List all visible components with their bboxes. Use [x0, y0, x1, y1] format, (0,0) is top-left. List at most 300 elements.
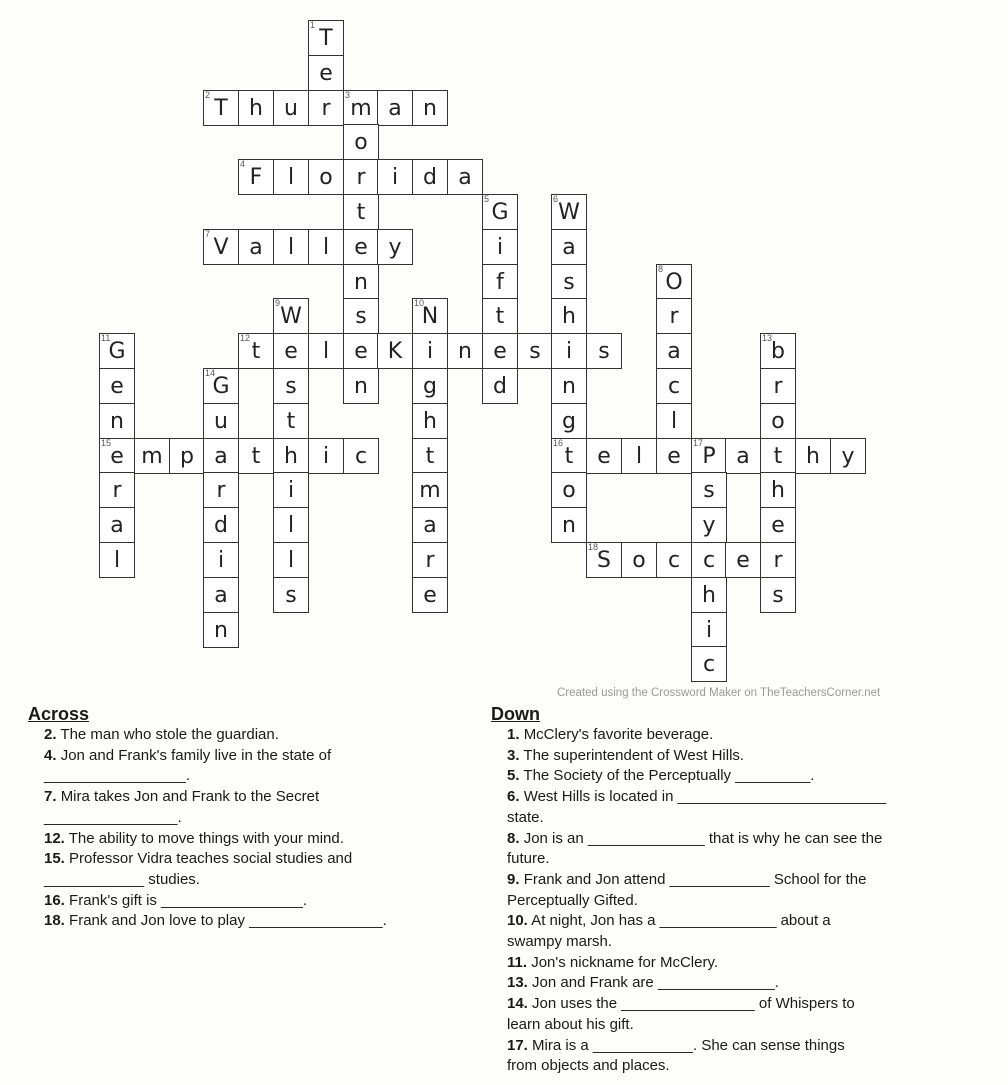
clue-line	[507, 973, 991, 994]
grid-cell[interactable]	[134, 438, 170, 474]
credit-text: Created using the Crossword Maker on TheTeachersCorner.net	[557, 687, 881, 699]
cell-letter: a	[214, 444, 228, 469]
grid-cell[interactable]	[308, 438, 344, 474]
grid-cell[interactable]	[308, 229, 344, 265]
clue-text: swampy marsh.	[507, 933, 613, 951]
cell-letter: a	[667, 339, 681, 364]
grid-cell[interactable]	[725, 542, 761, 578]
grid-cell[interactable]	[203, 90, 239, 126]
grid-cell[interactable]	[273, 159, 309, 195]
grid-cell[interactable]	[795, 438, 831, 474]
grid-cell[interactable]	[273, 472, 309, 508]
clue-number: 18	[588, 542, 599, 552]
cell-letter: g	[423, 374, 437, 399]
grid-cell[interactable]	[586, 542, 622, 578]
clue-number: 13	[762, 333, 773, 343]
cell-letter: t	[495, 304, 505, 329]
grid-cell[interactable]	[551, 472, 587, 508]
cell-letter: h	[702, 583, 716, 608]
grid-cell[interactable]	[203, 368, 239, 404]
grid-cell[interactable]	[273, 403, 309, 439]
grid-cell[interactable]	[99, 368, 135, 404]
grid-cell[interactable]	[412, 298, 448, 334]
cell-letter: s	[355, 304, 367, 329]
clue-number: 14	[205, 368, 216, 378]
grid-cell[interactable]	[238, 229, 274, 265]
clue-text: The ability to move things with your mind.	[68, 829, 344, 847]
grid-cell[interactable]	[273, 542, 309, 578]
cell-letter: W	[280, 304, 302, 329]
grid-cell[interactable]	[273, 438, 309, 474]
clue-number-label: 10.	[507, 912, 528, 930]
clue-text: Jon is an ______________ that is why he can see the	[523, 829, 883, 847]
grid-cell[interactable]	[551, 194, 587, 230]
grid-cell[interactable]	[760, 333, 796, 369]
cell-letter: i	[705, 618, 713, 643]
cell-letter: e	[110, 374, 124, 399]
cell-letter: e	[284, 339, 298, 364]
clue-text: state.	[507, 808, 544, 826]
cell-letter: c	[354, 444, 368, 469]
grid-cell[interactable]	[656, 403, 692, 439]
clue-number: 16	[553, 438, 564, 448]
clue-number: 10	[414, 298, 425, 308]
grid-cell[interactable]	[377, 229, 413, 265]
grid-cell[interactable]	[377, 90, 413, 126]
grid-cell[interactable]	[412, 507, 448, 543]
cell-letter: i	[496, 235, 504, 260]
clue-number: 5	[484, 194, 490, 204]
grid-cell[interactable]	[551, 229, 587, 265]
cell-letter: l	[287, 548, 295, 573]
grid-cell[interactable]	[412, 438, 448, 474]
cell-letter: l	[670, 409, 678, 434]
grid-cell[interactable]	[517, 333, 553, 369]
grid-cell[interactable]	[482, 298, 518, 334]
clue-number-label: 2.	[44, 726, 57, 743]
grid-cell[interactable]	[760, 507, 796, 543]
cell-letter: y	[388, 235, 402, 260]
grid-cell[interactable]	[760, 438, 796, 474]
clue-text: learn about his gift.	[507, 1015, 634, 1033]
cell-letter: s	[598, 339, 610, 364]
grid-cell[interactable]	[830, 438, 866, 474]
cell-letter: n	[423, 96, 437, 121]
cell-letter: e	[110, 444, 124, 469]
cell-letter: u	[214, 409, 228, 434]
grid-cell[interactable]	[203, 612, 239, 648]
grid-cell[interactable]	[203, 403, 239, 439]
clue-number: 3	[345, 90, 351, 100]
grid-cell[interactable]	[203, 542, 239, 578]
grid-cell[interactable]	[551, 403, 587, 439]
cell-letter: t	[251, 444, 261, 469]
grid-cell[interactable]	[203, 438, 239, 474]
grid-cell[interactable]	[760, 368, 796, 404]
grid-cell[interactable]	[656, 542, 692, 578]
grid-cell[interactable]	[99, 507, 135, 543]
cell-letter: a	[388, 96, 402, 121]
cell-letter: W	[558, 200, 580, 225]
clue-line	[507, 1056, 991, 1077]
clue-text: ________________.	[44, 808, 182, 826]
grid-cell[interactable]	[760, 472, 796, 508]
grid-cell[interactable]	[656, 264, 692, 300]
cell-letter: a	[249, 235, 263, 260]
grid-cell[interactable]	[273, 298, 309, 334]
cell-letter: r	[216, 478, 226, 503]
grid-cell[interactable]	[308, 20, 344, 56]
clue-text: The Society of the Perceptually _________.	[523, 767, 815, 785]
grid-cell[interactable]	[343, 298, 379, 334]
grid-cell[interactable]	[343, 438, 379, 474]
cell-letter: G	[108, 339, 126, 364]
grid-cell[interactable]	[691, 542, 727, 578]
cell-letter: G	[212, 374, 230, 399]
cell-letter: S	[597, 548, 611, 573]
cell-letter: n	[110, 409, 124, 434]
cell-letter: T	[214, 96, 228, 121]
cell-letter: c	[702, 652, 716, 677]
clue-text: West Hills is located in _________________________	[523, 788, 887, 806]
grid-cell[interactable]	[238, 159, 274, 195]
clue-number-label: 18.	[44, 912, 65, 930]
grid-cell[interactable]	[343, 229, 379, 265]
cell-letter: r	[425, 548, 435, 573]
clue-text: The man who stole the guardian.	[60, 726, 279, 743]
grid-cell[interactable]	[203, 577, 239, 613]
grid-cell[interactable]	[343, 124, 379, 160]
clue-line	[507, 870, 991, 891]
grid-cell[interactable]	[412, 333, 448, 369]
cell-letter: b	[771, 339, 785, 364]
grid-cell[interactable]	[412, 403, 448, 439]
grid-cell[interactable]	[691, 577, 727, 613]
grid-cell[interactable]	[551, 264, 587, 300]
clue-number-label: 14.	[507, 995, 528, 1013]
cell-letter: r	[773, 374, 783, 399]
grid-cell[interactable]	[238, 333, 274, 369]
clue-number-label: 12.	[44, 829, 65, 847]
grid-cell[interactable]	[586, 438, 622, 474]
grid-cell[interactable]	[691, 646, 727, 682]
clue-line	[507, 725, 991, 746]
grid-cell[interactable]	[725, 438, 761, 474]
cell-letter: T	[319, 26, 333, 51]
clue-text: The superintendent of West Hills.	[523, 746, 745, 764]
across-heading: Across	[28, 704, 90, 724]
cell-letter: g	[562, 409, 576, 434]
grid-cell[interactable]	[273, 90, 309, 126]
cell-letter: F	[249, 165, 263, 190]
grid-cell[interactable]	[99, 403, 135, 439]
clue-text: Jon uses the ________________ of Whispers to	[532, 995, 855, 1013]
cell-letter: t	[251, 339, 261, 364]
cell-letter: e	[493, 339, 507, 364]
grid-cell[interactable]	[551, 333, 587, 369]
grid-cell[interactable]	[621, 542, 657, 578]
grid-cell[interactable]	[377, 159, 413, 195]
cell-letter: a	[423, 513, 437, 538]
grid-cell[interactable]	[551, 438, 587, 474]
cell-letter: l	[635, 444, 643, 469]
cell-letter: V	[213, 235, 229, 260]
clue-text: Frank's gift is _________________.	[69, 891, 308, 909]
clue-number-label: 1.	[507, 726, 520, 743]
clue-number-label: 6.	[507, 788, 520, 806]
grid-cell[interactable]	[482, 333, 518, 369]
clue-line	[44, 787, 468, 808]
grid-cell[interactable]	[99, 438, 135, 474]
cell-letter: O	[665, 270, 683, 295]
grid-cell[interactable]	[343, 264, 379, 300]
grid-cell[interactable]	[656, 298, 692, 334]
clue-line	[507, 1015, 991, 1036]
grid-cell[interactable]	[760, 577, 796, 613]
cell-letter: G	[491, 200, 509, 225]
grid-cell[interactable]	[447, 159, 483, 195]
clue-number-label: 5.	[507, 767, 520, 785]
cell-letter: h	[423, 409, 437, 434]
cell-letter: t	[773, 444, 783, 469]
clue-number: 4	[240, 159, 246, 169]
cell-letter: e	[319, 61, 333, 86]
cell-letter: n	[354, 374, 368, 399]
clue-text: Mira takes Jon and Frank to the Secret	[60, 788, 320, 806]
grid-cell[interactable]	[343, 368, 379, 404]
cell-letter: e	[736, 548, 750, 573]
grid-cell[interactable]	[656, 368, 692, 404]
grid-cell[interactable]	[551, 298, 587, 334]
clue-line	[507, 1036, 991, 1057]
grid-cell[interactable]	[308, 55, 344, 91]
cell-letter: s	[285, 583, 297, 608]
cell-letter: l	[322, 235, 330, 260]
cell-letter: o	[319, 165, 333, 190]
cell-letter: m	[350, 96, 372, 121]
cell-letter: d	[423, 165, 437, 190]
clue-number-label: 3.	[507, 746, 520, 764]
cell-letter: e	[354, 235, 368, 260]
grid-cell[interactable]	[343, 159, 379, 195]
clue-text: _________________.	[44, 767, 190, 785]
clue-line	[44, 725, 468, 746]
cell-letter: y	[841, 444, 855, 469]
grid-cell[interactable]	[343, 90, 379, 126]
grid-cell[interactable]	[412, 472, 448, 508]
cell-letter: t	[286, 409, 296, 434]
cell-letter: c	[702, 548, 716, 573]
cell-letter: r	[669, 304, 679, 329]
grid-cell[interactable]	[203, 472, 239, 508]
clue-text: Jon and Frank are ______________.	[532, 974, 779, 992]
cell-letter: i	[287, 478, 295, 503]
grid-cell[interactable]	[99, 333, 135, 369]
clue-line	[507, 829, 991, 850]
clue-number-label: 13.	[507, 974, 528, 992]
clue-line	[44, 766, 468, 787]
cell-letter: i	[391, 165, 399, 190]
grid-cell[interactable]	[656, 333, 692, 369]
clue-number: 1	[310, 20, 316, 30]
clue-text: from objects and places.	[507, 1057, 670, 1075]
cell-letter: t	[356, 200, 366, 225]
clue-number-label: 16.	[44, 891, 65, 909]
grid-cell[interactable]	[691, 438, 727, 474]
cell-letter: h	[284, 444, 298, 469]
grid-cell[interactable]	[412, 368, 448, 404]
grid-cell[interactable]	[656, 438, 692, 474]
grid-cell[interactable]	[273, 577, 309, 613]
clue-number: 7	[205, 229, 211, 239]
cell-letter: u	[284, 96, 298, 121]
grid-cell[interactable]	[343, 194, 379, 230]
clue-line	[44, 849, 468, 870]
clue-number-label: 8.	[507, 829, 520, 847]
cell-letter: P	[702, 444, 716, 469]
clue-text: Frank and Jon attend ____________ School for the	[523, 870, 867, 888]
cell-letter: h	[771, 478, 785, 503]
cell-letter: e	[771, 513, 785, 538]
cell-letter: e	[597, 444, 611, 469]
grid-cell[interactable]	[482, 368, 518, 404]
grid-cell[interactable]	[691, 612, 727, 648]
cell-letter: l	[287, 513, 295, 538]
grid-cell[interactable]	[412, 90, 448, 126]
cell-letter: r	[112, 478, 122, 503]
clue-line	[507, 994, 991, 1015]
clue-number: 8	[658, 264, 664, 274]
grid-cell[interactable]	[203, 229, 239, 265]
grid-cell[interactable]	[238, 438, 274, 474]
cell-letter: m	[419, 478, 441, 503]
grid-cell[interactable]	[412, 159, 448, 195]
cell-letter: s	[703, 478, 715, 503]
clue-line	[507, 849, 991, 870]
grid-cell[interactable]	[308, 333, 344, 369]
cell-letter: N	[421, 304, 439, 329]
cell-letter: i	[322, 444, 330, 469]
clue-text: McClery's favorite beverage.	[523, 726, 714, 743]
clue-line	[507, 808, 991, 829]
grid-cell[interactable]	[691, 472, 727, 508]
cell-letter: y	[702, 513, 716, 538]
grid-cell[interactable]	[482, 264, 518, 300]
clue-text: Jon and Frank's family live in the state of	[60, 746, 332, 764]
cell-letter: K	[387, 339, 403, 364]
cell-letter: l	[322, 339, 330, 364]
cell-letter: a	[214, 583, 228, 608]
clue-number: 15	[101, 438, 112, 448]
clue-line	[44, 829, 468, 850]
clue-line	[507, 766, 991, 787]
clue-text: future.	[507, 850, 550, 868]
grid-cell[interactable]	[621, 438, 657, 474]
cell-letter: s	[285, 374, 297, 399]
grid-cell[interactable]	[760, 542, 796, 578]
cell-letter: a	[562, 235, 576, 260]
grid-cell[interactable]	[238, 90, 274, 126]
cell-letter: l	[287, 235, 295, 260]
clue-line	[44, 891, 468, 912]
cell-letter: h	[562, 304, 576, 329]
grid-cell[interactable]	[482, 229, 518, 265]
clue-line	[44, 808, 468, 829]
grid-cell[interactable]	[273, 368, 309, 404]
grid-cell[interactable]	[203, 507, 239, 543]
cell-letter: i	[217, 548, 225, 573]
cell-letter: a	[458, 165, 472, 190]
clue-line	[507, 787, 991, 808]
grid-cell[interactable]	[273, 333, 309, 369]
grid-cell[interactable]	[482, 194, 518, 230]
grid-cell[interactable]	[273, 229, 309, 265]
grid-cell[interactable]	[99, 472, 135, 508]
grid-cell[interactable]	[760, 403, 796, 439]
grid-cell[interactable]	[551, 368, 587, 404]
grid-cell[interactable]	[551, 507, 587, 543]
clue-number-label: 9.	[507, 870, 520, 888]
cell-letter: t	[564, 444, 574, 469]
clue-text: Frank and Jon love to play ________________.	[69, 912, 387, 930]
grid-cell[interactable]	[447, 333, 483, 369]
grid-cell[interactable]	[308, 90, 344, 126]
cell-letter: n	[458, 339, 472, 364]
grid-cell[interactable]	[377, 333, 413, 369]
grid-cell[interactable]	[691, 507, 727, 543]
grid-cell[interactable]	[169, 438, 205, 474]
down-clue-list	[491, 725, 991, 1077]
grid-cell[interactable]	[586, 333, 622, 369]
clue-line	[44, 911, 468, 932]
cell-letter: n	[214, 618, 228, 643]
clue-number: 6	[553, 194, 559, 204]
cell-letter: m	[141, 444, 163, 469]
grid-cell[interactable]	[99, 542, 135, 578]
clue-line	[507, 911, 991, 932]
clue-line	[507, 932, 991, 953]
cell-letter: o	[562, 478, 576, 503]
down-clues	[491, 703, 991, 1077]
clue-number: 2	[205, 90, 211, 100]
grid-cell[interactable]	[273, 507, 309, 543]
cell-letter: r	[321, 96, 331, 121]
clue-number: 9	[275, 298, 281, 308]
clue-line	[507, 953, 991, 974]
clue-number: 11	[101, 333, 111, 343]
clue-text: Perceptually Gifted.	[507, 891, 638, 909]
cell-letter: f	[496, 270, 504, 295]
clue-line	[507, 746, 991, 767]
clue-text: Professor Vidra teaches social studies and	[69, 850, 353, 868]
grid-cell[interactable]	[343, 333, 379, 369]
clue-number-label: 11.	[507, 953, 528, 971]
cell-letter: o	[771, 409, 785, 434]
cell-letter: r	[773, 548, 783, 573]
cell-letter: t	[425, 444, 435, 469]
clue-line	[44, 870, 468, 891]
cell-letter: n	[562, 513, 576, 538]
cell-letter: i	[426, 339, 434, 364]
grid-cell[interactable]	[412, 542, 448, 578]
across-clues	[28, 703, 468, 932]
grid-cell[interactable]	[308, 159, 344, 195]
clue-number-label: 4.	[44, 746, 57, 764]
grid-cell[interactable]	[412, 577, 448, 613]
cell-letter: a	[736, 444, 750, 469]
cell-letter: s	[563, 270, 575, 295]
cell-letter: r	[356, 165, 366, 190]
